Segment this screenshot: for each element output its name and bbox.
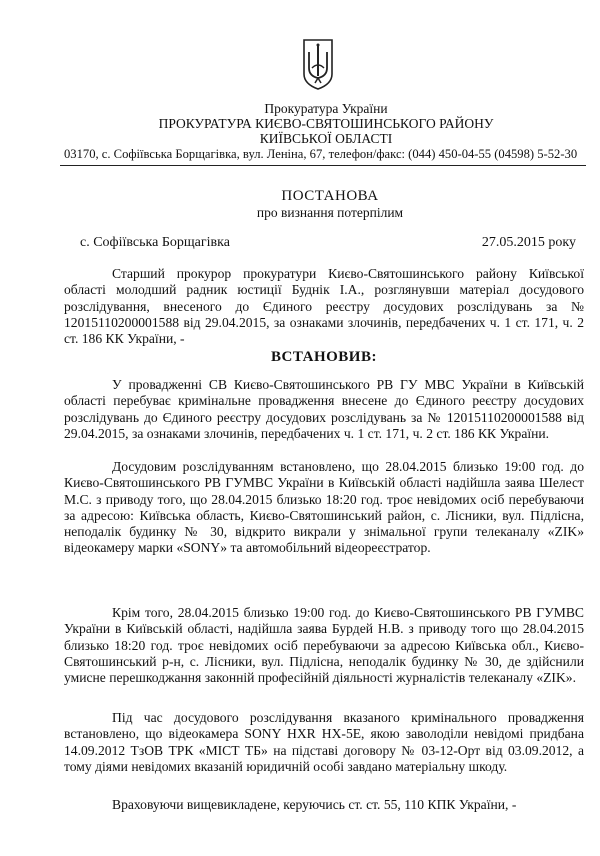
intro-text: Старший прокурор прокуратури Києво-Святошинського району Київської області молодший радник юстиції Буднік І.А., розглянувши матеріал досудового розслідування, внесеного до Єдиного реєстру досудових розслідувань за № 12015110200001588 від 29.04.2015, за ознаками злочинів, передбачених ч. 1 ст. 171, ч. 2 ст. 186 КК України, -: [64, 266, 584, 347]
intro-paragraph: [64, 266, 584, 347]
document-date: 27.05.2015 року: [481, 235, 576, 250]
org-region: КИЇВСЬКОЇ ОБЛАСТІ: [259, 131, 393, 146]
document-title: ПОСТАНОВА: [281, 188, 379, 204]
org-address: 03170, с. Софіївська Борщагівка, вул. Леніна, 67, телефон/факс: (044) 450-04-55 (04598) 5-52-30: [64, 147, 578, 161]
document-place: с. Софіївська Борщагівка: [80, 235, 230, 250]
section-heading: ВСТАНОВИВ:: [271, 349, 377, 365]
paragraph-3-text: Крім того, 28.04.2015 близько 19:00 год. до Києво-Святошинського РВ ГУМВС України в Київській області, надійшла заява Бурдей Н.В. з приводу того що 28.04.2015 близько 18:20 год. троє невідомих осіб перебуваючи за адресою Київська обл., Києво-Святошинський р-н, с. Лісники, вул. Підлісна, неподалік будинку № 30, де здійснили умисне перешкоджання законній професійній діяльності журналістів телеканалу «ZIK».: [64, 605, 584, 686]
paragraph-5: [64, 797, 584, 813]
paragraph-2-text: Досудовим розслідуванням встановлено, що 28.04.2015 близько 19:00 год. до Києво-Святошинського РВ ГУМВС України в Київській області надійшла заява Шелест М.С. з приводу того, що 28.04.2015 близько 18:20 год. троє невідомих осіб перебуваючи за адресою: Київська область, Києво-Святошинський район, с. Лісники, вул. Підлісна, неподалік будинку № 30, відкрито викрали у знімальної групи телеканалу «ZIK» відеокамеру марки «SONY» та автомобільний відеореєстратор.: [64, 459, 584, 556]
header-divider: [60, 165, 586, 166]
paragraph-4: [64, 710, 584, 775]
paragraph-2: [64, 459, 584, 557]
document-subtitle: про визнання потерпілим: [256, 205, 404, 220]
org-parent-name: Прокуратура України: [264, 101, 388, 116]
paragraph-1-text: У провадженні СВ Києво-Святошинського РВ ГУ МВС України в Київській області перебуває кримінальне провадження внесене до Єдиного реєстру досудових розслідувань до Єдиного реєстру досудових розслідувань за № 12015110200001588 від 29.04.2015, за ознаками злочинів, передбачених ч. 1 ст. 171, ч. 2 ст. 186 КК України.: [64, 377, 584, 441]
paragraph-3: [64, 605, 584, 686]
paragraph-5-text: Враховуючи вищевикладене, керуючись ст. ст. 55, 110 КПК України, -: [112, 797, 517, 812]
org-name: ПРОКУРАТУРА КИЄВО-СВЯТОШИНСЬКОГО РАЙОНУ: [158, 116, 494, 131]
paragraph-4-text: Під час досудового розслідування вказаного кримінального провадження встановлено, що відеокамера SONY HXR HX-5E, якою заволоділи невідомі придбана 14.09.2012 ТзОВ ТРК «МІСТ ТБ» на підставі договору № 03-12-Орт від 03.09.2012, а тому діями невідомих вказаній юридичній особі завдано матеріальну шкоду.: [64, 710, 584, 774]
paragraph-1: [64, 377, 584, 442]
trident-emblem-icon: [301, 38, 335, 90]
